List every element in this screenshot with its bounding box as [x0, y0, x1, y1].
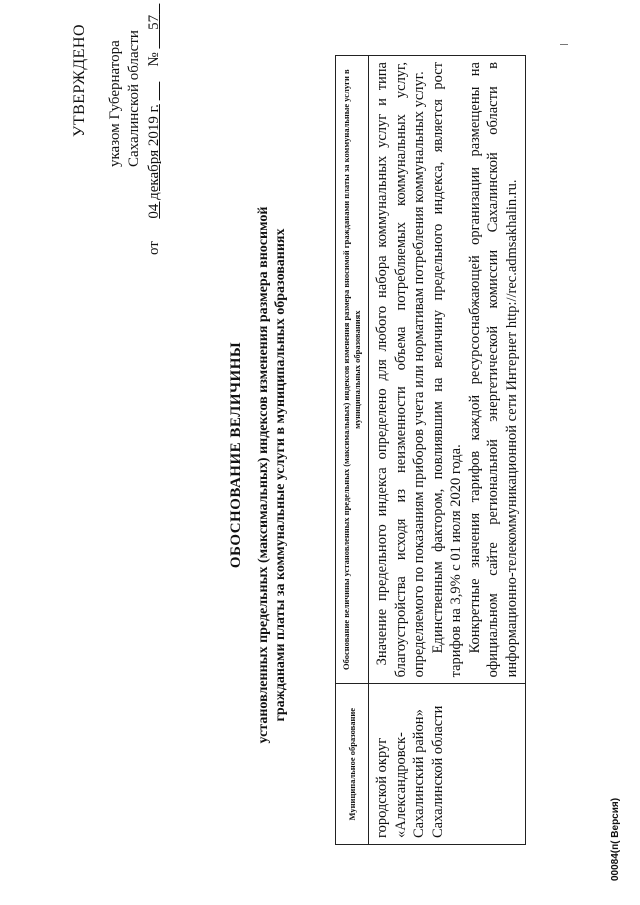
approval-title: УТВЕРЖДЕНО [71, 23, 88, 137]
header-justification: Обоснование величины установленных предельных (максимальных) индексов изменения размера вносимой гражданами платы за коммунальные услуги в муниципальных образованиях [336, 56, 369, 684]
approval-number: 57 [146, 14, 162, 30]
approval-date-line [145, 4, 164, 255]
document-code: 00084(п( Версия) [610, 797, 621, 881]
approval-from-label: от [146, 241, 162, 255]
justification-paragraph: Единственным фактором, повлиявшим на величину предельного индекса, является рост тарифов на 3,9% с 01 июля 2020 года. [429, 62, 464, 678]
approval-line-region: Сахалинской области [126, 30, 142, 167]
justification-table [335, 55, 526, 845]
table-header-row [336, 56, 369, 845]
document-subtitle-line1: установленных предельных (максимальных) индексов изменения размера вносимой [256, 206, 271, 744]
justification-paragraph: Конкретные значения тарифов каждой ресурсоснабжающей организации размещены на официальном сайте региональной энергетической комиссии Сахалинской области в информационно-телекоммуникационной сети Интернет http://rec.admsakhalin.ru. [466, 62, 520, 678]
table-row [369, 56, 526, 845]
header-municipality: Муниципальное образование [336, 684, 369, 845]
document-title: ОБОСНОВАНИЕ ВЕЛИЧИНЫ [228, 341, 244, 569]
approval-line-governor: указом Губернатора [107, 40, 123, 167]
municipality-cell: городской округ «Александровск-Сахалинский район» Сахалинской области [369, 684, 526, 845]
approval-date: 04 декабря 2019 г. [146, 104, 162, 219]
document-subtitle [255, 165, 289, 785]
justification-cell [369, 56, 526, 684]
document-subtitle-line2: гражданами платы за коммунальные услуги в муниципальных образованиях [273, 228, 288, 722]
justification-paragraph: Значение предельного индекса определено для любого набора коммунальных услуг и типа благоустройства исходя из неизменности объема потребляемых коммунальных услуг, определяемого по показаниям приборов учета или нормативам потребления коммунальных услуг. [374, 62, 427, 678]
approval-number-label: № [146, 52, 162, 67]
scan-margin-mark [560, 38, 568, 45]
